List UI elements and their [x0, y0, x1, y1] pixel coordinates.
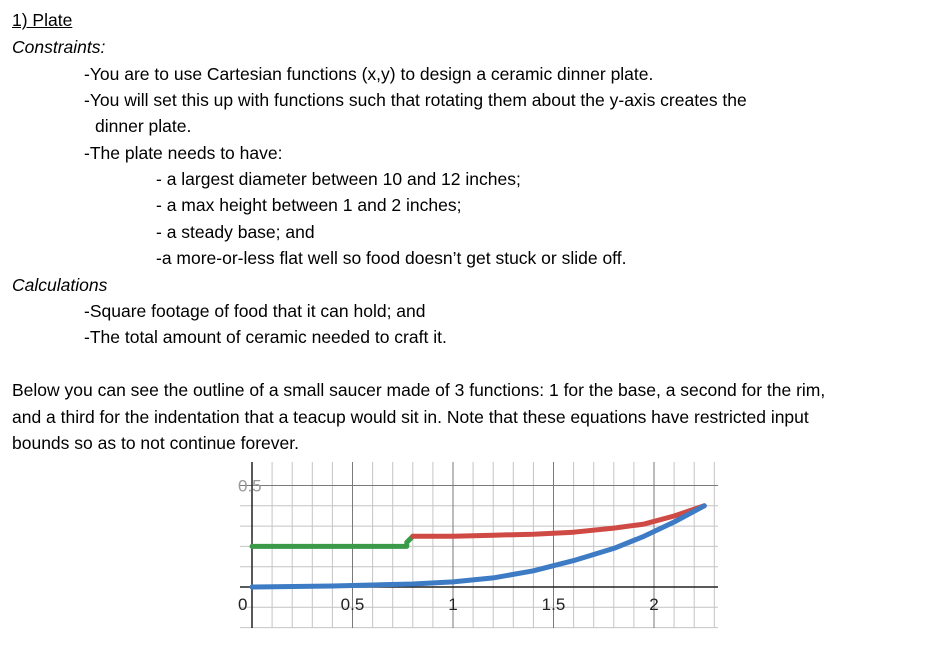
series-rim: [413, 506, 705, 537]
x-tick-label: 0.5: [340, 595, 365, 614]
calculation-line: -Square footage of food that it can hold; and: [84, 301, 426, 321]
requirement-item: - a steady base; and: [156, 222, 315, 242]
constraints-label: Constraints:: [12, 37, 106, 57]
y-tick-label: 0.5: [238, 476, 262, 496]
requirement-item: - a max height between 1 and 2 inches;: [156, 195, 462, 215]
x-tick-label: 1.5: [541, 595, 566, 614]
page-title: 1) Plate: [12, 10, 73, 30]
constraint-line: -You are to use Cartesian functions (x,y) to design a ceramic dinner plate.: [84, 64, 654, 84]
calculations-label: Calculations: [12, 275, 108, 295]
constraint-line: -The plate needs to have:: [84, 143, 283, 163]
constraint-line: -You will set this up with functions such that rotating them about the y-axis creates the: [84, 90, 747, 110]
x-tick-label: 0: [238, 595, 248, 614]
description-line: Below you can see the outline of a small saucer made of 3 functions: 1 for the base, a second for the rim,: [12, 380, 826, 400]
description-line: and a third for the indentation that a teacup would sit in. Note that these equations have restricted input: [12, 407, 809, 427]
constraint-line: dinner plate.: [95, 116, 192, 136]
calculation-line: -The total amount of ceramic needed to craft it.: [84, 327, 447, 347]
requirement-item: - a largest diameter between 10 and 12 inches;: [156, 169, 521, 189]
x-tick-label: 2: [649, 595, 659, 614]
x-tick-label: 1: [448, 595, 458, 614]
description-line: bounds so as to not continue forever.: [12, 433, 299, 453]
requirement-item: -a more-or-less flat well so food doesn’t get stuck or slide off.: [156, 248, 627, 268]
